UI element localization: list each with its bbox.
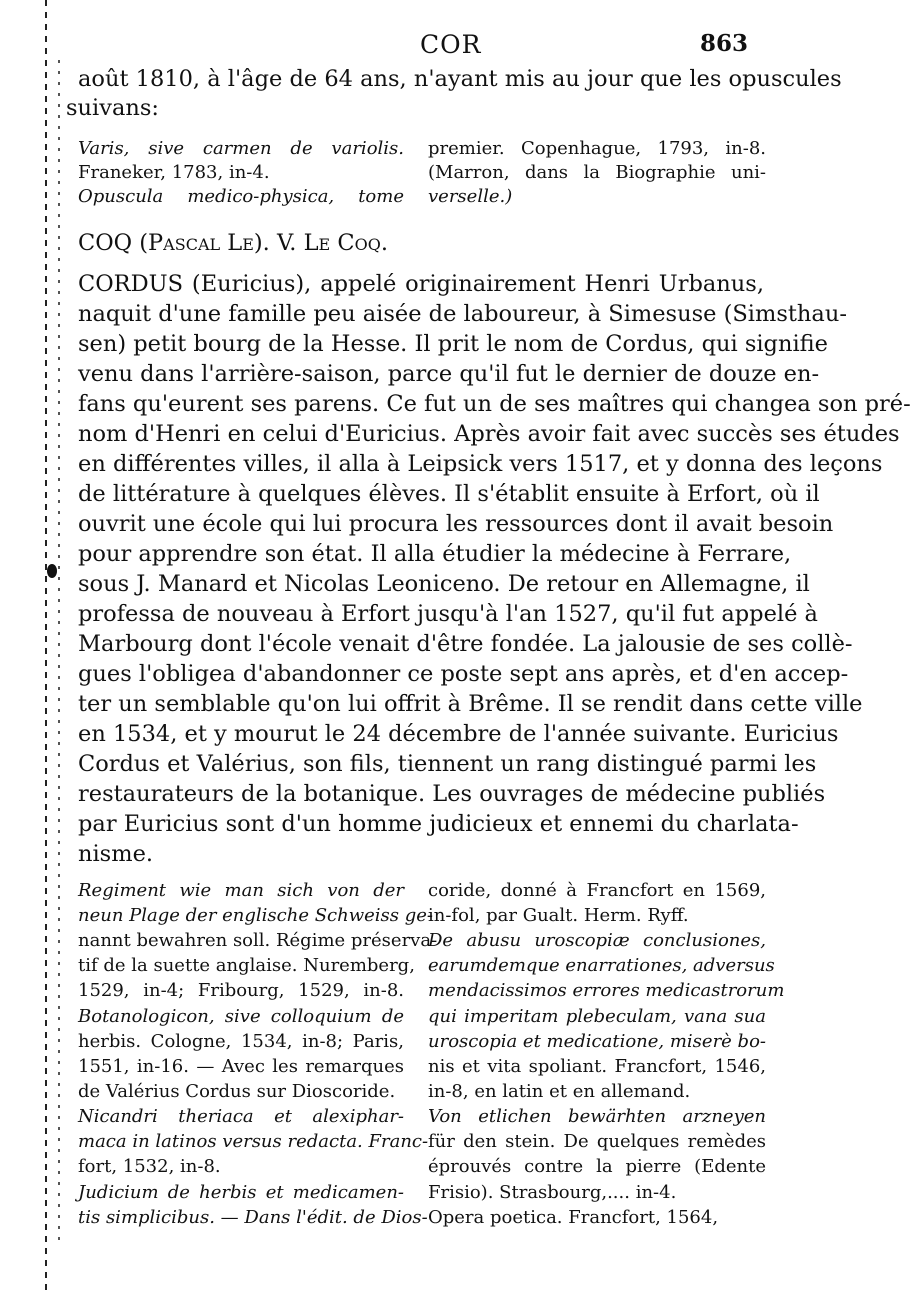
work-line: maca in latinos versus redacta. Franc- bbox=[78, 1131, 429, 1152]
intro-biblio-right: premier. Copenhague, 1793, in-8. bbox=[428, 138, 766, 159]
cordus-line: pour apprendre son état. Il alla étudier la médecine à Ferrare, bbox=[78, 541, 792, 567]
binding-margin-marks bbox=[45, 0, 47, 1292]
work-line: earumdemque enarrationes, adversus bbox=[428, 955, 775, 976]
cordus-headword: CORDUS bbox=[78, 271, 184, 297]
work-line: Opera poetica. Francfort, 1564, bbox=[428, 1207, 719, 1228]
cordus-line: en différentes villes, il alla à Leipsick vers 1517, et y donna des leçons bbox=[78, 451, 883, 477]
cordus-line: de littérature à quelques élèves. Il s'établit ensuite à Erfort, où il bbox=[78, 481, 820, 507]
cordus-line: en 1534, et y mourut le 24 décembre de l'année suivante. Euricius bbox=[78, 721, 839, 747]
work-line: Judicium de herbis et medicamen- bbox=[78, 1182, 404, 1203]
cordus-line: venu dans l'arrière-saison, parce qu'il fut le dernier de douze en- bbox=[78, 361, 820, 387]
running-head-word: COR bbox=[420, 30, 482, 59]
cordus-line: sen) petit bourg de la Hesse. Il prit le nom de Cordus, qui signifie bbox=[78, 331, 828, 357]
work-line: nis et vita spoliant. Francfort, 1546, bbox=[428, 1056, 766, 1077]
work-line: herbis. Cologne, 1534, in-8; Paris, bbox=[78, 1031, 404, 1052]
work-line: Von etlichen bewärhten arzneyen bbox=[428, 1106, 766, 1127]
work-line: 1551, in-16. — Avec les remarques bbox=[78, 1056, 404, 1077]
intro-biblio-left: Varis, sive carmen de variolis. bbox=[78, 138, 404, 159]
intro-biblio-left: Opuscula medico-physica, tome bbox=[78, 186, 404, 207]
work-line: tis simplicibus. — Dans l'édit. de Dios- bbox=[78, 1207, 428, 1228]
cordus-line: nisme. bbox=[78, 841, 154, 867]
intro-biblio-left: Franeker, 1783, in-4. bbox=[78, 162, 270, 183]
cordus-line: gues l'obligea d'abandonner ce poste sept ans après, et d'en accep- bbox=[78, 661, 849, 687]
margin-ink-blot bbox=[47, 564, 57, 578]
coq-headword: COQ bbox=[78, 230, 133, 256]
cordus-line: Cordus et Valérius, son fils, tiennent un rang distingué parmi les bbox=[78, 751, 817, 777]
binding-margin-dots bbox=[58, 60, 60, 1240]
work-line: éprouvés contre la pierre (Edente bbox=[428, 1156, 766, 1177]
work-line: Botanologicon, sive colloquium de bbox=[78, 1006, 404, 1027]
cordus-line: Marbourg dont l'école venait d'être fondée. La jalousie de ses collè- bbox=[78, 631, 853, 657]
cordus-line: (Euricius), appelé originairement Henri Urbanus, bbox=[191, 271, 764, 297]
page-number: 863 bbox=[699, 30, 748, 57]
cordus-line: professa de nouveau à Erfort jusqu'à l'an 1527, qu'il fut appelé à bbox=[78, 601, 818, 627]
intro-line: suivans: bbox=[66, 95, 159, 121]
cordus-line: fans qu'eurent ses parens. Ce fut un de ses maîtres qui changea son pré- bbox=[78, 391, 911, 417]
work-line: für den stein. De quelques remèdes bbox=[428, 1131, 766, 1152]
running-head bbox=[65, 30, 770, 60]
work-line: neun Plage der englische Schweiss ge- bbox=[78, 905, 433, 926]
work-line: de Valérius Cordus sur Dioscoride. bbox=[78, 1081, 396, 1102]
work-line: in-8, en latin et en allemand. bbox=[428, 1081, 691, 1102]
work-line: Nicandri theriaca et alexiphar- bbox=[78, 1106, 404, 1127]
cordus-line: ter un semblable qu'on lui offrit à Brême. Il se rendit dans cette ville bbox=[78, 691, 863, 717]
cordus-line: par Euricius sont d'un homme judicieux et ennemi du charlata- bbox=[78, 811, 799, 837]
work-line: tif de la suette anglaise. Nuremberg, bbox=[78, 955, 415, 976]
work-line: Regiment wie man sich von der bbox=[78, 880, 404, 901]
work-line: 1529, in-4; Fribourg, 1529, in-8. bbox=[78, 980, 404, 1001]
intro-biblio-right: (Marron, dans la Biographie uni- bbox=[428, 162, 766, 183]
cordus-line: naquit d'une famille peu aisée de laboureur, à Simesuse (Simsthau- bbox=[78, 301, 847, 327]
coq-reference: (Pascal Le). V. Le Coq. bbox=[139, 230, 388, 256]
work-line: nannt bewahren soll. Régime préserva- bbox=[78, 930, 438, 951]
cordus-line: restaurateurs de la botanique. Les ouvrages de médecine publiés bbox=[78, 781, 826, 807]
cordus-line: nom d'Henri en celui d'Euricius. Après avoir fait avec succès ses études bbox=[78, 421, 900, 447]
intro-biblio-right: verselle.) bbox=[428, 186, 513, 207]
coq-entry bbox=[78, 232, 388, 255]
work-line: mendacissimos errores medicastrorum bbox=[428, 980, 785, 1001]
intro-line: août 1810, à l'âge de 64 ans, n'ayant mis au jour que les opuscules bbox=[78, 66, 842, 92]
cordus-line: ouvrit une école qui lui procura les ressources dont il avait besoin bbox=[78, 511, 834, 537]
work-line: uroscopia et medicatione, miserè bo- bbox=[428, 1031, 766, 1052]
work-line: coride, donné à Francfort en 1569, bbox=[428, 880, 766, 901]
work-line: Frisio). Strasbourg,.... in-4. bbox=[428, 1182, 677, 1203]
work-line: fort, 1532, in-8. bbox=[78, 1156, 221, 1177]
cordus-line: sous J. Manard et Nicolas Leoniceno. De retour en Allemagne, il bbox=[78, 571, 810, 597]
work-line: in-fol, par Gualt. Herm. Ryff. bbox=[428, 905, 689, 926]
work-line: De abusu uroscopiæ conclusiones, bbox=[428, 930, 766, 951]
work-line: qui imperitam plebeculam, vana sua bbox=[428, 1006, 766, 1027]
cordus-first-line bbox=[78, 273, 764, 296]
